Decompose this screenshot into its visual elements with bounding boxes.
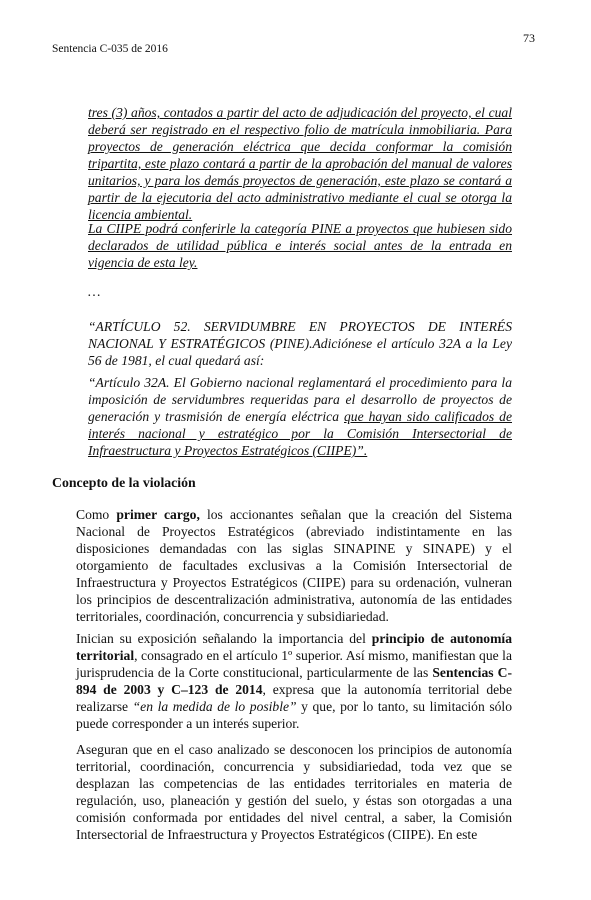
p2-g: y que, por lo tanto, su limitación sólo puede corresponder a un interés superior. (76, 699, 512, 731)
p3-text: Aseguran que en el caso analizado se desconocen los principios de autonomía territorial, coordinación, concurrencia y subsidiariedad, toda vez que se desplazan las competencias de las entidades territoriales en materia de regulación, uso, planeación y gestión del suelo, y éstas son otorgadas a una comisión conformada por entidades del nivel central, a saber, la Comisión Intersectorial de Infraestructura y Proyectos Estratégicos (CIIPE). En este (76, 742, 512, 842)
p2-bold-sentencias: Sentencias C-894 de 2003 y C–123 de 2014 (76, 665, 513, 697)
p2-e: , expresa que la autonomía territorial debe realizarse (76, 682, 512, 714)
page-number: 73 (523, 31, 535, 45)
section-heading: Concepto de la violación (52, 475, 196, 490)
article-52-paragraph (88, 318, 512, 369)
body-paragraph-2 (76, 630, 512, 732)
ellipsis: … (88, 285, 101, 300)
running-head: Sentencia C-035 de 2016 (52, 43, 168, 55)
quote-paragraph-2 (88, 220, 512, 271)
p2-bold-principle: principio de autonomía territorial (76, 631, 512, 663)
article-52-text: “ARTÍCULO 52. SERVIDUMBRE EN PROYECTOS DE INTERÉS NACIONAL Y ESTRATÉGICOS (PINE).Adiciónese el artículo 32A a la Ley 56 de 1981, el cual quedará así: (88, 319, 512, 368)
p2-a: Inician su exposición señalando la importancia del (76, 631, 372, 646)
quote-2-text: La CIIPE podrá conferirle la categoría PINE a proyectos que hubiesen sido declarados de utilidad pública e interés social antes de la entrada en vigencia de esta ley. (88, 221, 512, 270)
p1-bold: primer cargo, (116, 507, 200, 522)
p2-c: , consagrado en el artículo 1º superior. Así mismo, manifiestan que la jurisprudencia de la Corte constitucional, particularmente de las (76, 648, 512, 680)
article-32a-lead: “Artículo 32A. El Gobierno nacional reglamentará el procedimiento para la imposición de servidumbres requeridas para el desarrollo de proyectos de generación y trasmisión de energía eléctrica (88, 375, 512, 424)
article-32a-paragraph (88, 374, 512, 459)
p2-italic-quote: “en la medida de lo posible” (132, 699, 297, 714)
body-paragraph-3 (76, 741, 512, 843)
p1-a: Como (76, 507, 117, 522)
quote-1-text: tres (3) años, contados a partir del acto de adjudicación del proyecto, el cual deberá ser registrado en el respectivo folio de matrícula inmobiliaria. Para proyectos de generación eléctrica que decida conformar la comisión tripartita, este plazo contará a partir de la aprobación del manual de valores unitarios, y para los demás proyectos de generación, este plazo se contará a partir de la ejecutoria del acto administrativo mediante el cual se otorga la licencia ambiental. (88, 105, 512, 222)
quote-paragraph-1 (88, 104, 512, 223)
article-32a-underlined: que hayan sido calificados de interés nacional y estratégico por la Comisión Intersectorial de Infraestructura y Proyectos Estratégicos (CIIPE)”. (88, 409, 512, 458)
p1-c: los accionantes señalan que la creación del Sistema Nacional de Proyectos Estratégicos (abreviado indistintamente en las disposiciones demandadas con las siglas SINAPINE y SINAPE) y el otorgamiento de facultades exclusivas a la Comisión Intersectorial de Infraestructura y Proyectos Estratégicos (CIIPE) para su ordenación, vulneran los principios de descentralización administrativa, autonomía de las entidades territoriales, coordinación, concurrencia y subsidiariedad. (76, 507, 512, 624)
body-paragraph-1 (76, 506, 512, 625)
